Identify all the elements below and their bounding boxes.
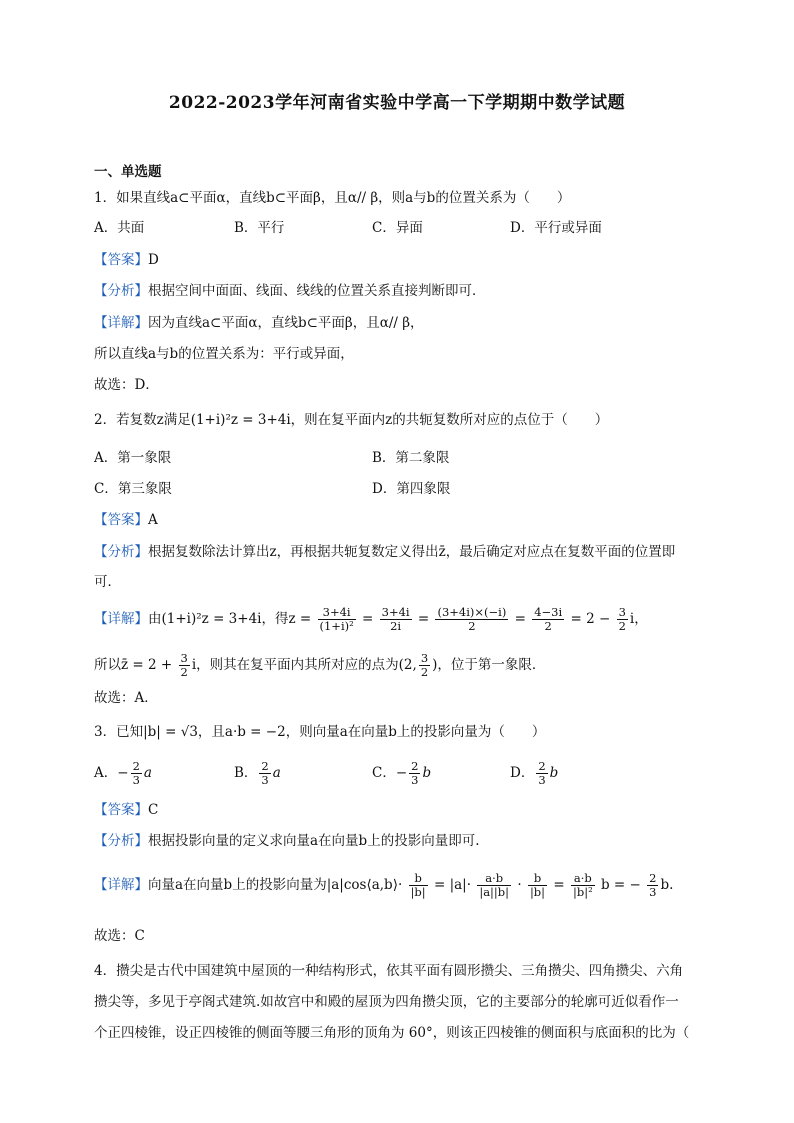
q1-stem: 1．如果直线a⊂平面α，直线b⊂平面β，且α// β，则a与b的位置关系为（ ） [94,190,571,206]
analysis-tag: 【分析】 [94,544,148,560]
q2-stem: 2．若复数z满足(1+i)²z = 3+4i，则在复平面内z的共轭复数所对应的点位于（ ） [94,412,609,428]
q2-option-c: C．第三象限 [94,481,172,497]
detail-tag: 【详解】 [94,877,148,893]
answer-tag: 【答案】 [94,802,148,818]
q2-conclusion: 故选：A． [94,690,158,706]
q1-option-b: B．平行 [234,220,285,236]
detail-tag: 【详解】 [94,315,148,331]
q3-option-c: C．− $\frac{2}{3}$ b [372,759,432,787]
q3-option-a: A．− $\frac{2}{3}$ a [94,759,152,787]
q1-detail-text: 因为直线a⊂平面α，直线b⊂平面β，且α// β， [148,315,424,331]
q1-detail [94,313,714,333]
section-heading: 一、单选题 [94,164,162,180]
q2-analysis-line2: 可． [94,574,121,590]
fraction: $\frac{4-3i}{2}$ [534,605,563,633]
q3-stem: 3．已知|b| = √3，且a·b = −2，则向量a在向量b上的投影向量为（ ） [94,724,546,740]
page-title: 2022-2023学年河南省实验中学高一下学期期中数学试题 [168,93,626,113]
q2-answer [94,510,714,530]
q2-detail-text: 由(1+i)²z = 3+4i，得z = [148,611,312,627]
q2-answer-value: A [148,512,158,528]
q3-option-d: D． $\frac{2}{3}$ b [510,759,559,787]
fraction: $\frac{3+4i}{\text{(1+i)²}}$ [319,605,354,633]
q1-option-c: C．异面 [372,220,423,236]
q1-option-d: D．平行或异面 [510,220,602,236]
answer-tag: 【答案】 [94,252,148,268]
fraction: $\frac{3}{2}$ [180,651,188,679]
q2-option-d: D．第四象限 [372,481,451,497]
q2-analysis [94,542,714,562]
fraction: $\frac{3+4i}{2i}$ [381,605,410,633]
q2-option-a: A．第一象限 [94,450,172,466]
q4-line2: 攒尖等，多见于亭阁式建筑.如故宫中和殿的屋顶为四角攒尖顶，它的主要部分的轮廓可近似看作一 [94,994,679,1010]
q1-option-a: A．共面 [94,220,145,236]
q1-answer [94,250,714,270]
q3-conclusion: 故选：C [94,928,145,944]
q1-detail-line2: 所以直线a与b的位置关系为：平行或异面， [94,346,354,362]
analysis-tag: 【分析】 [94,283,148,299]
q4-line1: 4．攒尖是古代中国建筑中屋顶的一种结构形式，依其平面有圆形攒尖、三角攒尖、四角攒尖、六角 [94,963,684,979]
q3-option-b: B． $\frac{2}{3}$ a [234,759,281,787]
q4-line3: 个正四棱锥，设正四棱锥的侧面等腰三角形的顶角为 60°，则该正四棱锥的侧面积与底面积的比为（ [94,1025,690,1041]
q3-analysis [94,831,714,851]
q1-answer-value: D [148,252,159,268]
q1-analysis-text: 根据空间中面面、线面、线线的位置关系直接判断即可． [148,283,486,299]
detail-tag: 【详解】 [94,611,148,627]
q3-answer [94,800,714,820]
q2-detail: 【详解】由(1+i)²z = 3+4i，得z = $\frac{3+4i}{\text{(1+i)²}}$ = $\frac{3+4i}{2i}$ = $\frac{(3+4i)\times(-i)}{2}$ = $\frac{4-3i}{2}$ = 2 − $\frac{3}{2}$ i， [94,605,648,633]
q3-detail: 【详解】向量a在向量b上的投影向量为|a|cos⟨a,b⟩· $\frac{b}{|b|}$ = |a|· $\frac{a\cdot b}{|a||b|}$ · $\frac{b}{|b|}$ = $\frac{a\cdot b}{\text{|b|²}}$ b = − $\frac{2}{3}$ b. [94,871,674,899]
answer-tag: 【答案】 [94,512,148,528]
q1-analysis [94,281,714,301]
fraction: $\frac{3}{2}$ [420,651,429,679]
analysis-tag: 【分析】 [94,833,148,849]
fraction: $\frac{3}{2}$ [618,605,626,633]
q3-analysis-text: 根据投影向量的定义求向量a在向量b上的投影向量即可. [148,833,480,849]
q3-answer-value: C [148,802,159,818]
fraction: $\frac{(3+4i)\times(-i)}{2}$ [437,605,507,633]
q2-option-b: B．第二象限 [372,450,450,466]
q2-detail-line2: 所以z̄ = 2 + $\frac{3}{2}$ i，则其在复平面内其所对应的点为(2, $\frac{3}{2}$ )，位于第一象限． [94,651,546,679]
q1-conclusion: 故选：D． [94,377,159,393]
q2-analysis-text: 根据复数除法计算出z，再根据共轭复数定义得出z̄，最后确定对应点在复数平面的位置即 [148,544,676,560]
